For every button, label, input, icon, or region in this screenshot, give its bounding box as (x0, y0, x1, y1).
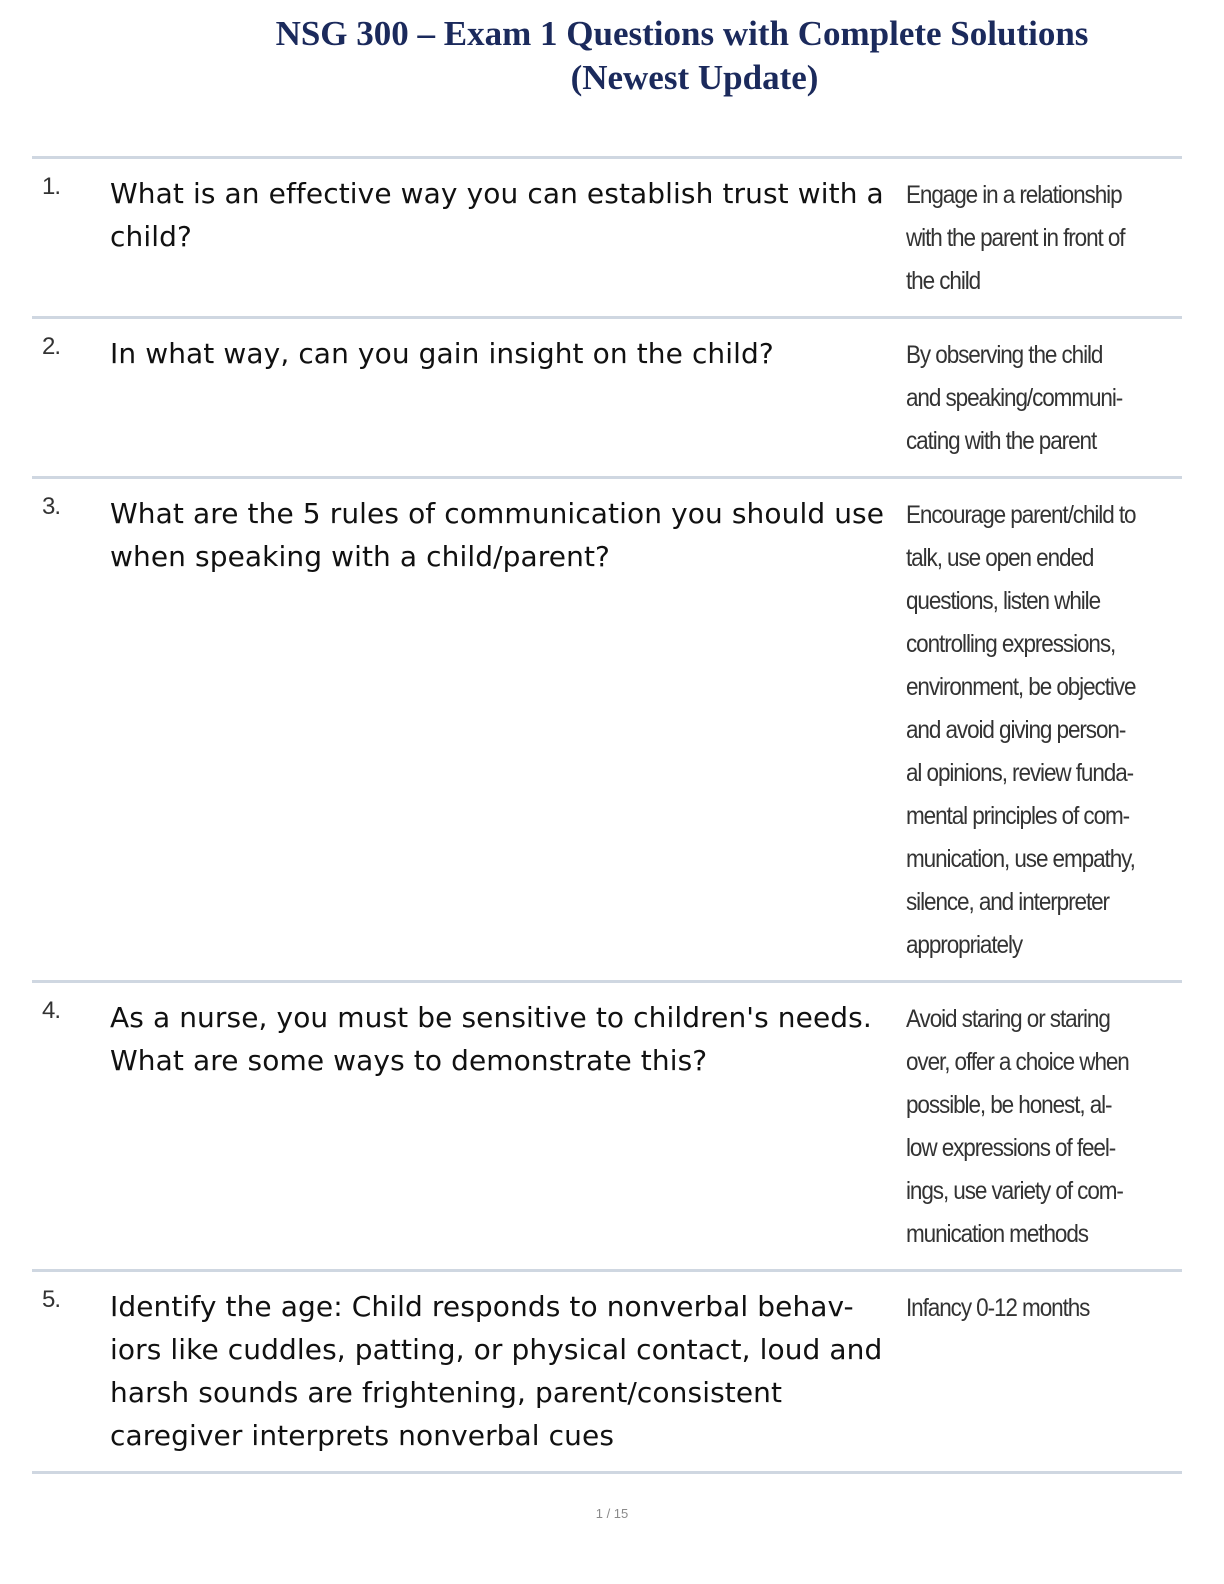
answer-line: Infancy 0-12 months (906, 1294, 1090, 1322)
answer-line: questions, listen while (906, 587, 1101, 615)
answer-line: controlling expressions, (906, 630, 1116, 658)
title-line-1: NSG 300 – Exam 1 Questions with Complete Solutions (275, 14, 1089, 53)
divider (32, 1471, 1182, 1474)
question-number: 1. (42, 173, 61, 200)
answer-line: and avoid giving person- (906, 716, 1126, 744)
question-row-1 (32, 159, 1182, 316)
answer-line: talk, use open ended (906, 544, 1094, 572)
answer-line: munication, use empathy, (906, 845, 1135, 873)
answer-line: over, offer a choice when (906, 1048, 1129, 1076)
answer-text (906, 334, 1149, 463)
question-number: 2. (42, 333, 61, 360)
answer-line: silence, and interpreter (906, 888, 1109, 916)
question-number: 3. (42, 493, 61, 520)
answer-text (906, 1287, 1149, 1330)
question-text: What are the 5 rules of communication you should use when speaking with a child/parent? (110, 497, 885, 573)
question-text: What is an effective way you can establish trust with a child? (110, 177, 884, 253)
question-row-2 (32, 319, 1182, 476)
answer-text (906, 174, 1149, 303)
question-row-3 (32, 479, 1182, 980)
answer-line: Engage in a relationship (906, 181, 1122, 209)
answer-text (906, 998, 1149, 1256)
question-text: As a nurse, you must be sensitive to children's needs. What are some ways to demonstrate this? (110, 1001, 872, 1077)
answer-line: environment, be objective (906, 673, 1136, 701)
question-row-5 (32, 1272, 1182, 1471)
answer-line: By observing the child (906, 341, 1103, 369)
answer-line: mental principles of com- (906, 802, 1130, 830)
answer-line: low expressions of feel- (906, 1134, 1116, 1162)
title-line-2: (Newest Update) (570, 58, 819, 97)
answer-line: and speaking/communi- (906, 384, 1123, 412)
question-text: In what way, can you gain insight on the child? (110, 337, 774, 370)
document-title (0, 12, 1224, 100)
answer-line: cating with the parent (906, 427, 1097, 455)
answer-line: al opinions, review funda- (906, 759, 1134, 787)
answer-line: possible, be honest, al- (906, 1091, 1112, 1119)
answer-line: the child (906, 267, 981, 295)
answer-line: Avoid staring or staring (906, 1005, 1110, 1033)
question-number: 4. (42, 997, 61, 1024)
answer-text (906, 494, 1149, 967)
answer-line: appropriately (906, 931, 1023, 959)
question-number: 5. (42, 1286, 61, 1313)
answer-line: ings, use variety of com- (906, 1177, 1123, 1205)
answer-line: Encourage parent/child to (906, 501, 1136, 529)
page-indicator: 1 / 15 (595, 1506, 629, 1521)
question-text: Identify the age: Child responds to nonverbal behav-iors like cuddles, patting, or physical contact, loud and harsh sounds are frightening, parent/consistent caregiver interprets nonverbal cues (110, 1290, 883, 1452)
question-list (32, 156, 1182, 1474)
answer-line: munication methods (906, 1220, 1088, 1248)
answer-line: with the parent in front of (906, 224, 1125, 252)
question-row-4 (32, 983, 1182, 1269)
